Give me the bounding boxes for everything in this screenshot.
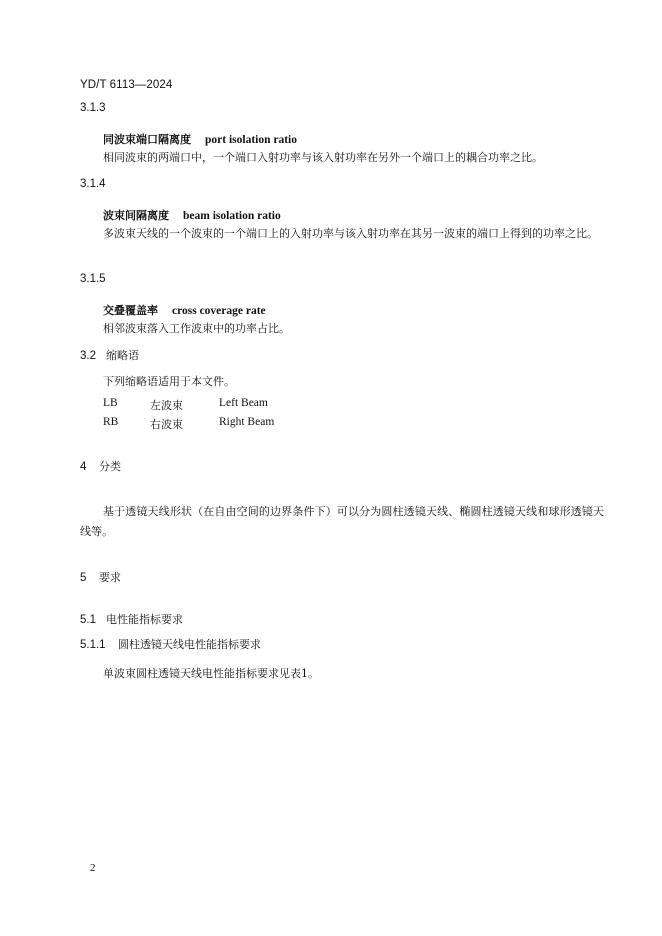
section-title: 分类 — [99, 460, 121, 473]
section-title: 圆柱透镜天线电性能指标要求 — [118, 638, 261, 651]
term-chinese: 交叠覆盖率 — [103, 304, 158, 317]
section-heading-5-1-1 — [80, 636, 261, 652]
abbreviation-chinese: 右波束 — [150, 418, 183, 431]
term-english: beam isolation ratio — [183, 210, 281, 222]
definition-cross-coverage-rate: 相邻波束落入工作波束中的功率占比。 — [103, 322, 290, 335]
definition-beam-isolation-ratio: 多波束天线的一个波束的一个端口上的入射功率与该入射功率在其另一波束的端口上得到的功率之比。 — [103, 227, 598, 240]
term-chinese: 同波束端口隔离度 — [103, 133, 191, 146]
section-number: 5 — [80, 572, 87, 584]
term-cross-coverage-rate — [103, 302, 266, 318]
section-heading-5 — [80, 569, 121, 585]
section-heading-3-2 — [80, 347, 139, 363]
abbreviation: RB — [103, 416, 119, 428]
abbreviation-chinese: 左波束 — [150, 399, 183, 412]
requirements-text: 单波束圆柱透镜天线电性能指标要求见表1。 — [103, 667, 319, 680]
definition-port-isolation-ratio: 相同波束的两端口中，一个端口入射功率与该入射功率在另外一个端口上的耦合功率之比。 — [103, 151, 543, 164]
abbreviation-english: Left Beam — [219, 397, 268, 409]
section-number: 3.2 — [80, 350, 96, 362]
section-number: 4 — [80, 461, 87, 473]
clause-number-3-1-4: 3.1.4 — [80, 178, 106, 190]
document-code-header: YD/T 6113—2024 — [80, 79, 173, 91]
section-number: 5.1 — [80, 614, 96, 626]
section-number: 5.1.1 — [80, 639, 106, 651]
page-number: 2 — [90, 862, 96, 874]
term-english: cross coverage rate — [172, 305, 266, 317]
term-port-isolation-ratio — [103, 131, 297, 147]
abbreviation: LB — [103, 397, 118, 409]
classification-text: 基于透镜天线形状（在自由空间的边界条件下）可以分为圆柱透镜天线、椭圆柱透镜天线和球形透镜天线等。 — [80, 505, 604, 538]
clause-number-3-1-5: 3.1.5 — [80, 273, 106, 285]
section-title: 要求 — [99, 571, 121, 584]
term-english: port isolation ratio — [205, 134, 297, 146]
abbreviations-intro: 下列缩略语适用于本文件。 — [103, 375, 235, 388]
abbreviation-english: Right Beam — [219, 416, 275, 428]
section-title: 电性能指标要求 — [106, 613, 183, 626]
term-chinese: 波束间隔离度 — [103, 209, 169, 222]
clause-number-3-1-3: 3.1.3 — [80, 102, 106, 114]
section-heading-4 — [80, 458, 121, 474]
section-heading-5-1 — [80, 611, 183, 627]
term-beam-isolation-ratio — [103, 207, 281, 223]
section-title: 缩略语 — [106, 349, 139, 362]
